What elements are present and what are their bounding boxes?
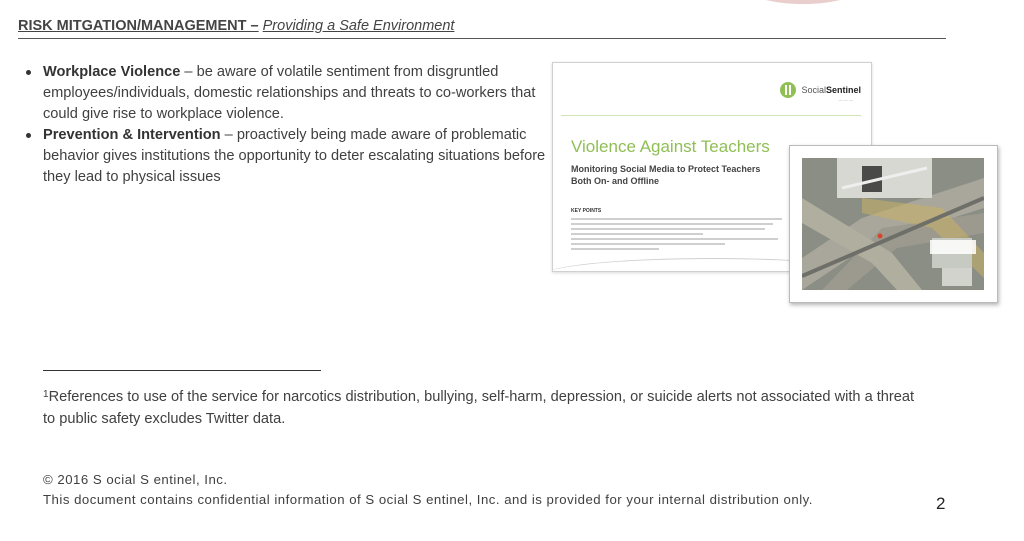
report-rule <box>561 115 861 116</box>
bullet-dot <box>26 133 31 138</box>
bullet-prevention-intervention <box>26 125 546 188</box>
bullet-dot <box>26 70 31 75</box>
bullet-term: Prevention & Intervention <box>43 127 221 143</box>
report-subtitle <box>571 163 760 187</box>
report-title: Violence Against Teachers <box>571 137 770 156</box>
bullet-text: – be aware of volatile sentiment from disgruntled employees/individuals, domestic relationships and threats to co-workers that could give rise to workplace violence. <box>43 64 536 122</box>
header-subtitle: Providing a Safe Environment <box>262 18 455 34</box>
bullet-term: Workplace Violence <box>43 64 181 80</box>
logo-tagline-placeholder: — — — <box>838 97 853 102</box>
bullet-text: – proactively being made aware of problematic behavior gives institutions the opportunity to deter escalating situations before they lead to physical issues <box>43 127 546 185</box>
footnote-rule <box>43 370 321 371</box>
copyright: © 2016 S ocial S entinel, Inc. <box>43 472 228 487</box>
bullet-list <box>26 62 546 188</box>
page-number: 2 <box>936 494 946 513</box>
aerial-photo-card <box>789 145 998 303</box>
logo-text-light: Social <box>801 85 826 95</box>
bullet-workplace-violence <box>26 62 546 125</box>
footnote-text: References to use of the service for narcotics distribution, bullying, self-harm, depression, or suicide alerts not associated with a threat to public safety excludes Twitter data. <box>43 389 915 427</box>
report-subtitle-line1: Monitoring Social Media to Protect Teachers <box>571 164 761 174</box>
page-footer <box>43 470 813 510</box>
report-body-lines <box>571 218 791 253</box>
top-decoration <box>738 0 868 4</box>
footnote <box>43 384 923 430</box>
section-header <box>18 18 946 39</box>
aerial-map-image <box>802 158 984 290</box>
report-subtitle-line2: Both On- and Offline <box>571 176 659 186</box>
report-key-points: KEY POINTS <box>571 208 602 214</box>
confidential-notice: This document contains confidential information of S ocial S entinel, Inc. and is provided for your internal distribution only. <box>43 492 813 507</box>
footnote-marker: 1 <box>43 389 49 400</box>
header-title: RISK MITGATION/MANAGEMENT – <box>18 18 259 34</box>
logo-text-bold: Sentinel <box>825 85 861 95</box>
logo-mark-icon <box>779 81 797 99</box>
